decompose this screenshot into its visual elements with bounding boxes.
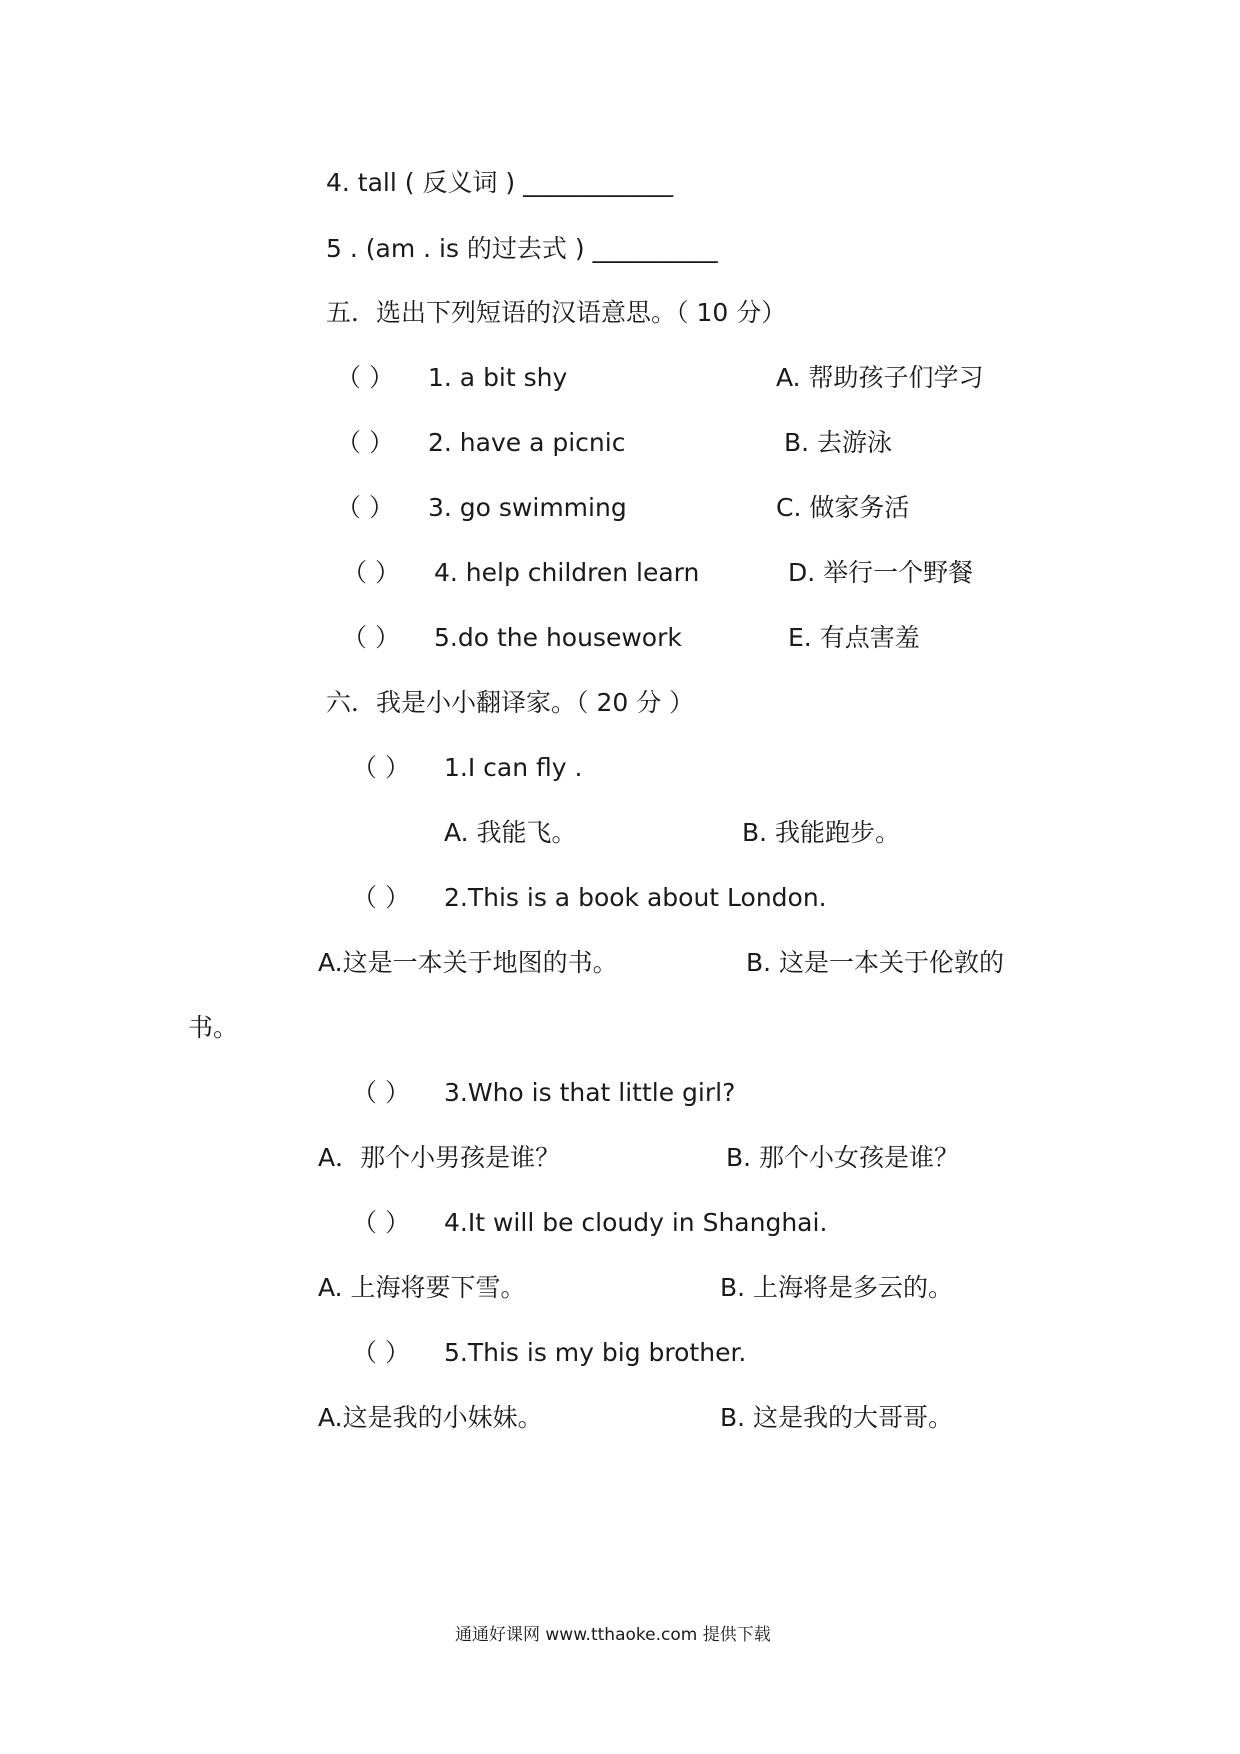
choice-b: B. 那个小女孩是谁？ <box>726 1143 960 1172</box>
phrase: 2. have a picnic <box>428 428 626 457</box>
part5-heading: 五．选出下列短语的汉语意思。（ 10 分） <box>326 298 787 327</box>
choice-b: B. 上海将是多云的。 <box>720 1273 954 1302</box>
option: A. 帮助孩子们学习 <box>776 363 984 392</box>
option: E. 有点害羞 <box>788 623 920 652</box>
part6-heading: 六．我是小小翻译家。（ 20 分 ） <box>326 688 695 717</box>
option: C. 做家务活 <box>776 493 910 522</box>
phrase: 4. help children learn <box>434 558 700 587</box>
choice-b: B. 这是一本关于伦敦的 <box>746 948 1005 977</box>
answer-paren: （ ） <box>342 623 400 652</box>
option: B. 去游泳 <box>784 428 893 457</box>
question-text: 1.I can fly . <box>444 753 583 782</box>
part4-item-5: 5 . (am . is 的过去式 ) __________ <box>326 234 718 263</box>
answer-paren: （ ） <box>352 1338 410 1367</box>
choice-b-wrap: 书。 <box>188 1013 239 1042</box>
phrase: 3. go swimming <box>428 493 627 522</box>
choice-a: A.这是一本关于地图的书。 <box>318 948 618 977</box>
answer-paren: （ ） <box>352 753 410 782</box>
choice-a: A. 我能飞。 <box>444 818 577 847</box>
question-text: 2.This is a book about London. <box>444 883 827 912</box>
part4-item-4: 4. tall ( 反义词 ) ____________ <box>326 168 674 197</box>
phrase: 5.do the housework <box>434 623 682 652</box>
choice-b: B. 这是我的大哥哥。 <box>720 1403 954 1432</box>
choice-a: A. 上海将要下雪。 <box>318 1273 526 1302</box>
answer-paren: （ ） <box>336 363 394 392</box>
question-text: 4.It will be cloudy in Shanghai. <box>444 1208 828 1237</box>
answer-paren: （ ） <box>336 493 394 522</box>
question-text: 3.Who is that little girl? <box>444 1078 736 1107</box>
choice-b: B. 我能跑步。 <box>742 818 901 847</box>
choice-a: A．那个小男孩是谁？ <box>318 1143 561 1172</box>
answer-paren: （ ） <box>352 1078 410 1107</box>
answer-paren: （ ） <box>352 883 410 912</box>
option: D. 举行一个野餐 <box>788 558 974 587</box>
choice-a: A.这是我的小妹妹。 <box>318 1403 543 1432</box>
answer-paren: （ ） <box>352 1208 410 1237</box>
answer-paren: （ ） <box>336 428 394 457</box>
footer-credit: 通通好课网 www.tthaoke.com 提供下载 <box>455 1625 771 1645</box>
question-text: 5.This is my big brother. <box>444 1338 747 1367</box>
phrase: 1. a bit shy <box>428 363 568 392</box>
answer-paren: （ ） <box>342 558 400 587</box>
